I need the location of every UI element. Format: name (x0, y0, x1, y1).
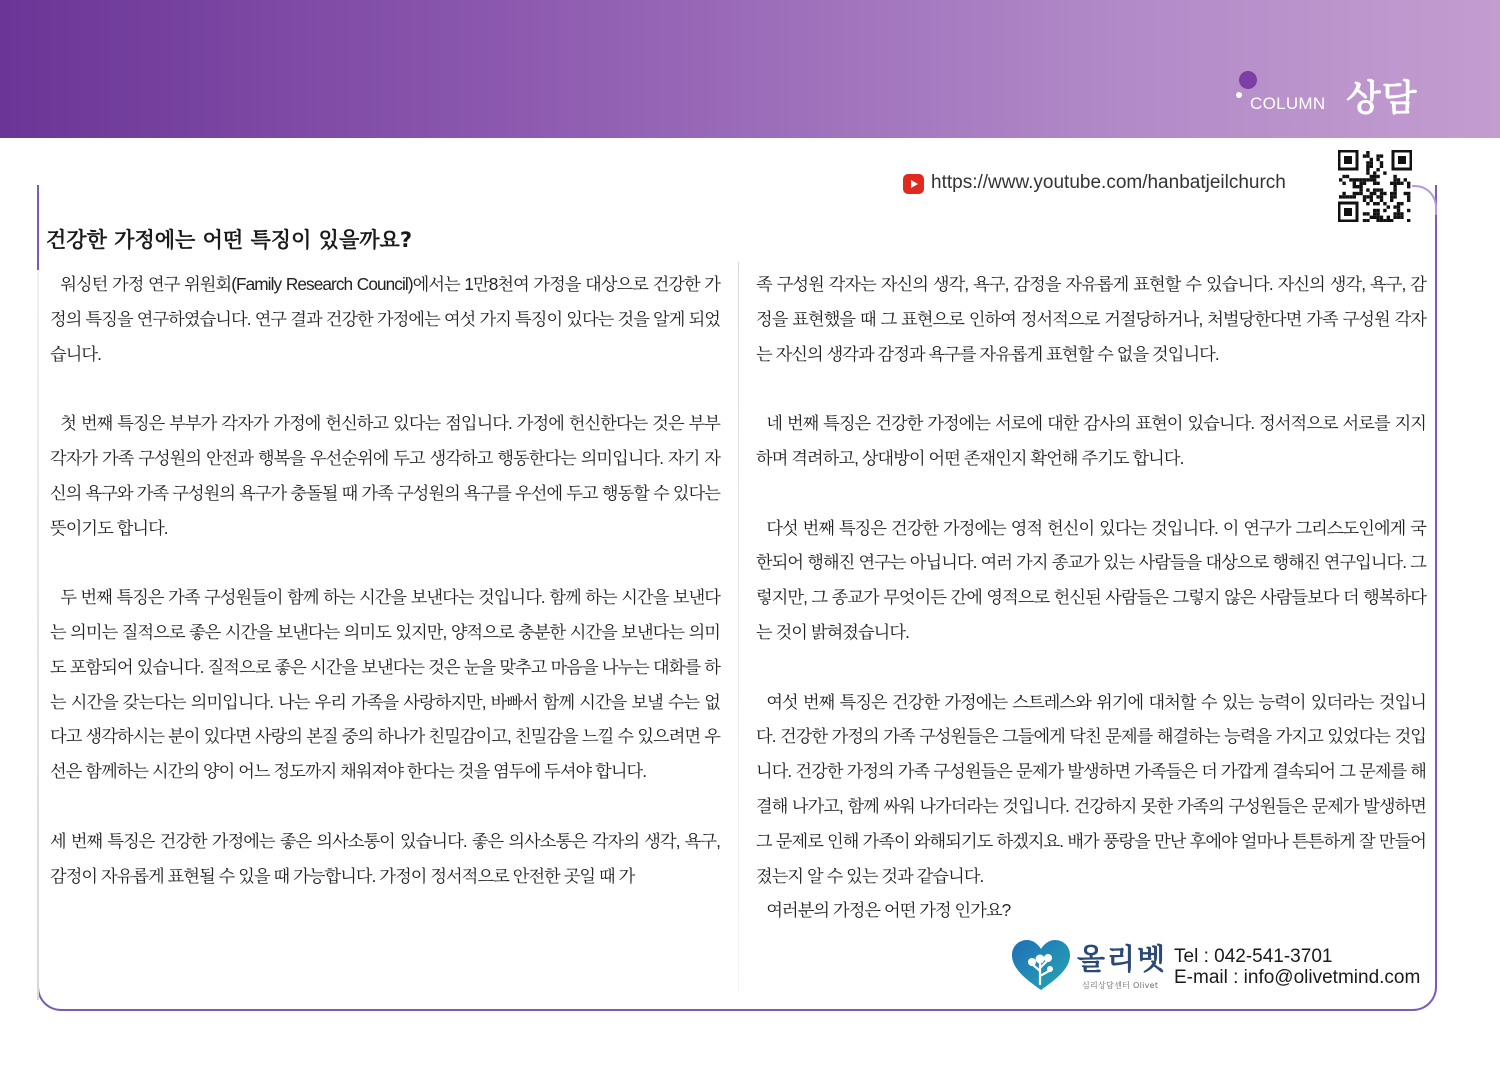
paragraph: 세 번째 특징은 건강한 가정에는 좋은 의사소통이 있습니다. 좋은 의사소통은 각자의 생각, 욕구, 감정이 자유롭게 표현될 수 있을 때 가능합니다. 가정이 정서적으로 안전한 곳일 때 가 (50, 830, 720, 886)
youtube-play-icon[interactable] (903, 174, 924, 194)
paragraph: 족 구성원 각자는 자신의 생각, 욕구, 감정을 자유롭게 표현할 수 있습니다. 자신의 생각, 욕구, 감정을 표현했을 때 그 표현으로 인하여 정서적으로 거절당하거나, 처벌당한다면 가족 구성원 각자는 자신의 생각과 감정과 욕구를 자유롭게 표현할 수 없을 것입니다. (756, 274, 1426, 364)
paragraph: 첫 번째 특징은 부부가 각자가 가정에 헌신하고 있다는 점입니다. 가정에 헌신한다는 것은 부부 각자가 가족 구성원의 안전과 행복을 우선순위에 두고 생각하고 행동한다는 의미입니다. 자기 자신의 욕구와 가족 구성원의 욕구가 충돌될 때 가족 구성원의 욕구를 우선에 두고 행동할 수 있다는 뜻이기도 합니다. (50, 413, 720, 538)
column-divider (738, 262, 739, 992)
article-column-right (756, 267, 1426, 928)
paragraph: 다섯 번째 특징은 건강한 가정에는 영적 헌신이 있다는 것입니다. 이 연구가 그리스도인에게 국한되어 행해진 연구는 아닙니다. 여러 가지 종교가 있는 사람들을 대상으로 행해진 연구입니다. 그렇지만, 그 종교가 무엇이든 간에 영적으로 헌신된 사람들은 그렇지 않은 사람들보다 더 행복하다는 것이 밝혀졌습니다. (756, 517, 1426, 642)
heart-tree-logo (1010, 938, 1072, 992)
phone-number: Tel : 042-541-3701 (1174, 946, 1333, 967)
article-title: 건강한 가정에는 어떤 특징이 있을까요? (46, 228, 413, 252)
paragraph: 워싱턴 가정 연구 위원회(Family Research Council)에서는 1만8천여 가정을 대상으로 건강한 가정의 특징을 연구하였습니다. 연구 결과 건강한 가정에는 여섯 가지 특징이 있다는 것을 알게 되었습니다. (50, 274, 720, 364)
paragraph: 여섯 번째 특징은 건강한 가정에는 스트레스와 위기에 대처할 수 있는 능력이 있더라는 것입니다. 건강한 가정의 가족 구성원들은 그들에게 닥친 문제를 해결하는 능력을 가지고 있었다는 것입니다. 건강한 가정의 가족 구성원들은 문제가 발생하면 가족들은 더 가깝게 결속되어 그 문제를 해결해 나가고, 함께 싸워 나가더라는 것입니다. 건강하지 못한 가족의 구성원들은 문제가 발생하면 그 문제로 인해 가족이 와해되기도 하겠지요. 배가 풍랑을 만난 후에야 얼마나 튼튼하게 잘 만들어졌는지 알 수 있는 것과 같습니다. (756, 691, 1426, 886)
paragraph: 네 번째 특징은 건강한 가정에는 서로에 대한 감사의 표현이 있습니다. 정서적으로 서로를 지지하며 격려하고, 상대방이 어떤 존재인지 확언해 주기도 합니다. (756, 413, 1426, 468)
article-column-left (50, 267, 720, 893)
email-address: E-mail : info@olivetmind.com (1174, 967, 1421, 988)
qr-code-icon (1338, 150, 1412, 222)
logo-name: 올리벳 (1077, 942, 1168, 976)
logo-subtitle: 심리상담센터 Olivet (1082, 981, 1159, 990)
column-label: COLUMN (1250, 94, 1326, 113)
section-label: 상담 (1346, 78, 1418, 119)
youtube-url-link[interactable]: https://www.youtube.com/hanbatjeilchurch (931, 172, 1286, 193)
decorative-dot-small (1236, 92, 1242, 98)
decorative-dot (1239, 71, 1257, 89)
frame-shadow (37, 270, 39, 1000)
paragraph: 두 번째 특징은 가족 구성원들이 함께 하는 시간을 보낸다는 것입니다. 함께 하는 시간을 보낸다는 의미는 질적으로 좋은 시간을 보낸다는 의미도 있지만, 양적으로 충분한 시간을 보낸다는 의미도 포함되어 있습니다. 질적으로 좋은 시간을 보낸다는 것은 눈을 맞추고 마음을 나누는 대화를 하는 시간을 갖는다는 의미입니다. 나는 우리 가족을 사랑하지만, 바빠서 함께 시간을 보낼 수는 없다고 생각하시는 분이 있다면 사랑의 본질 중의 하나가 친밀감이고, 친밀감을 느낄 수 있으려면 우선은 함께하는 시간의 양이 어느 정도까지 채워져야 한다는 것을 염두에 두셔야 합니다. (50, 587, 720, 782)
header-banner (0, 0, 1500, 138)
closing-question: 여러분의 가정은 어떤 가정 인가요? (766, 900, 1011, 921)
contact-info (1174, 946, 1420, 988)
